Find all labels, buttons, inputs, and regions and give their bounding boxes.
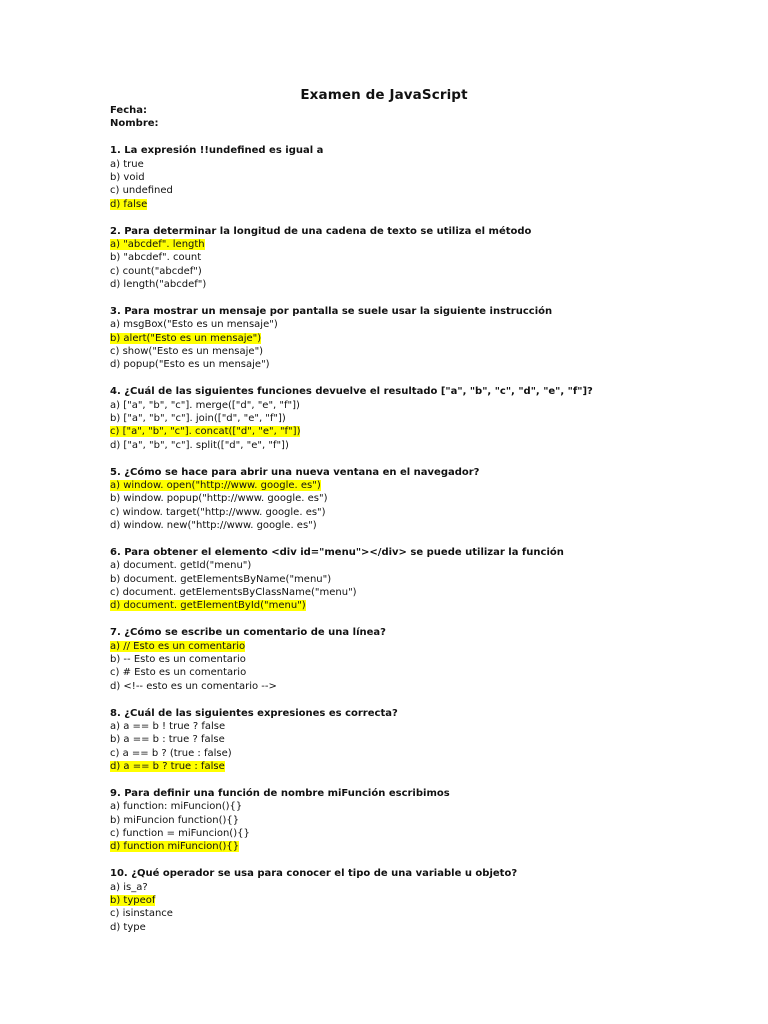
option-text: a) is_a?	[110, 881, 148, 893]
spacer	[110, 452, 670, 465]
option-text: c) window. target("http://www. google. es")	[110, 506, 326, 518]
option-text: c) undefined	[110, 185, 173, 197]
option-text: d) length("abcdef")	[110, 279, 207, 291]
option-text: d) a == b ? true : false	[110, 761, 225, 773]
option-text: b) typeof	[110, 895, 156, 907]
spacer	[110, 854, 670, 867]
spacer	[110, 774, 670, 787]
option-text: c) function = miFuncion(){}	[110, 828, 250, 840]
exam-content	[110, 104, 670, 934]
question-text: 5. ¿Cómo se hace para abrir una nueva ventana en el navegador?	[110, 466, 480, 478]
option-text: d) window. new("http://www. google. es")	[110, 520, 317, 532]
answer-option	[110, 412, 670, 425]
option-text: d) type	[110, 921, 146, 933]
answer-option-correct	[110, 198, 670, 211]
option-text: a) true	[110, 158, 144, 170]
answer-option	[110, 573, 670, 586]
nombre-label: Nombre:	[110, 118, 159, 130]
option-text: c) count("abcdef")	[110, 265, 202, 277]
option-text: a) document. getId("menu")	[110, 560, 252, 572]
answer-option	[110, 747, 670, 760]
option-text: a) a == b ! true ? false	[110, 720, 226, 732]
option-text: a) // Esto es un comentario	[110, 640, 246, 652]
spacer	[110, 291, 670, 304]
answer-option	[110, 814, 670, 827]
option-text: b) miFuncion function(){}	[110, 814, 240, 826]
answer-option	[110, 492, 670, 505]
question-block	[110, 385, 670, 465]
answer-option	[110, 506, 670, 519]
question-block	[110, 787, 670, 867]
answer-option	[110, 666, 670, 679]
answer-option	[110, 559, 670, 572]
answer-option	[110, 439, 670, 452]
spacer	[110, 613, 670, 626]
answer-option	[110, 171, 670, 184]
question-text: 3. Para mostrar un mensaje por pantalla se suele usar la siguiente instrucción	[110, 305, 553, 317]
option-text: b) void	[110, 171, 145, 183]
option-text: a) "abcdef". length	[110, 238, 205, 250]
option-text: b) a == b : true ? false	[110, 734, 225, 746]
spacer	[110, 372, 670, 385]
option-text: a) ["a", "b", "c"]. merge(["d", "e", "f"])	[110, 399, 300, 411]
spacer	[110, 211, 670, 224]
answer-option	[110, 720, 670, 733]
option-text: d) false	[110, 198, 148, 210]
question-text: 4. ¿Cuál de las siguientes funciones devuelve el resultado ["a", "b", "c", "d", "e", "f"]?	[110, 386, 593, 398]
option-text: d) ["a", "b", "c"]. split(["d", "e", "f"])	[110, 439, 289, 451]
question-block	[110, 546, 670, 626]
question-block	[110, 466, 670, 546]
answer-option	[110, 881, 670, 894]
option-text: d) popup("Esto es un mensaje")	[110, 359, 270, 371]
question-block	[110, 305, 670, 385]
option-text: d) <!-- esto es un comentario -->	[110, 680, 277, 692]
spacer	[110, 533, 670, 546]
answer-option	[110, 653, 670, 666]
question-text: 6. Para obtener el elemento <div id="menu"></div> se puede utilizar la función	[110, 546, 564, 558]
answer-option-correct	[110, 332, 670, 345]
option-text: a) window. open("http://www. google. es")	[110, 479, 321, 491]
option-text: d) document. getElementById("menu")	[110, 600, 306, 612]
question-list	[110, 144, 670, 934]
answer-option	[110, 921, 670, 934]
question-block	[110, 626, 670, 706]
question-text: 1. La expresión !!undefined es igual a	[110, 145, 324, 157]
answer-option-correct	[110, 640, 670, 653]
answer-option	[110, 345, 670, 358]
answer-option	[110, 399, 670, 412]
option-text: b) ["a", "b", "c"]. join(["d", "e", "f"])	[110, 412, 286, 424]
option-text: c) document. getElementsByClassName("menu")	[110, 587, 357, 599]
option-text: b) window. popup("http://www. google. es")	[110, 493, 328, 505]
option-text: c) isinstance	[110, 908, 173, 920]
answer-option	[110, 586, 670, 599]
page-title: Examen de JavaScript	[300, 87, 468, 103]
answer-option	[110, 278, 670, 291]
question-text: 10. ¿Qué operador se usa para conocer el tipo de una variable u objeto?	[110, 868, 518, 880]
answer-option	[110, 907, 670, 920]
answer-option	[110, 680, 670, 693]
answer-option-correct	[110, 425, 670, 438]
spacer	[110, 693, 670, 706]
option-text: b) -- Esto es un comentario	[110, 654, 246, 666]
answer-option-correct	[110, 760, 670, 773]
fecha-label: Fecha:	[110, 105, 148, 116]
option-text: c) a == b ? (true : false)	[110, 747, 232, 759]
option-text: c) # Esto es un comentario	[110, 667, 247, 679]
option-text: b) "abcdef". count	[110, 252, 202, 264]
question-block	[110, 867, 670, 934]
option-text: b) document. getElementsByName("menu")	[110, 573, 332, 585]
answer-option-correct	[110, 479, 670, 492]
answer-option	[110, 318, 670, 331]
question-block	[110, 144, 670, 224]
answer-option	[110, 519, 670, 532]
answer-option-correct	[110, 840, 670, 853]
option-text: d) function miFuncion(){}	[110, 841, 240, 853]
answer-option-correct	[110, 238, 670, 251]
answer-option	[110, 358, 670, 371]
answer-option	[110, 184, 670, 197]
question-text: 8. ¿Cuál de las siguientes expresiones es correcta?	[110, 707, 398, 719]
option-text: b) alert("Esto es un mensaje")	[110, 332, 262, 344]
question-text: 7. ¿Cómo se escribe un comentario de una línea?	[110, 627, 386, 639]
answer-option-correct	[110, 894, 670, 907]
answer-option	[110, 251, 670, 264]
question-text: 2. Para determinar la longitud de una cadena de texto se utiliza el método	[110, 225, 532, 237]
answer-option	[110, 158, 670, 171]
option-text: c) ["a", "b", "c"]. concat(["d", "e", "f"])	[110, 426, 301, 438]
option-text: a) msgBox("Esto es un mensaje")	[110, 319, 278, 331]
question-block	[110, 225, 670, 305]
question-block	[110, 707, 670, 787]
question-text: 9. Para definir una función de nombre miFunción escribimos	[110, 787, 450, 799]
option-text: c) show("Esto es un mensaje")	[110, 346, 264, 358]
answer-option	[110, 265, 670, 278]
answer-option-correct	[110, 599, 670, 612]
option-text: a) function: miFuncion(){}	[110, 801, 243, 813]
answer-option	[110, 827, 670, 840]
answer-option	[110, 733, 670, 746]
spacer	[110, 131, 670, 144]
answer-option	[110, 800, 670, 813]
